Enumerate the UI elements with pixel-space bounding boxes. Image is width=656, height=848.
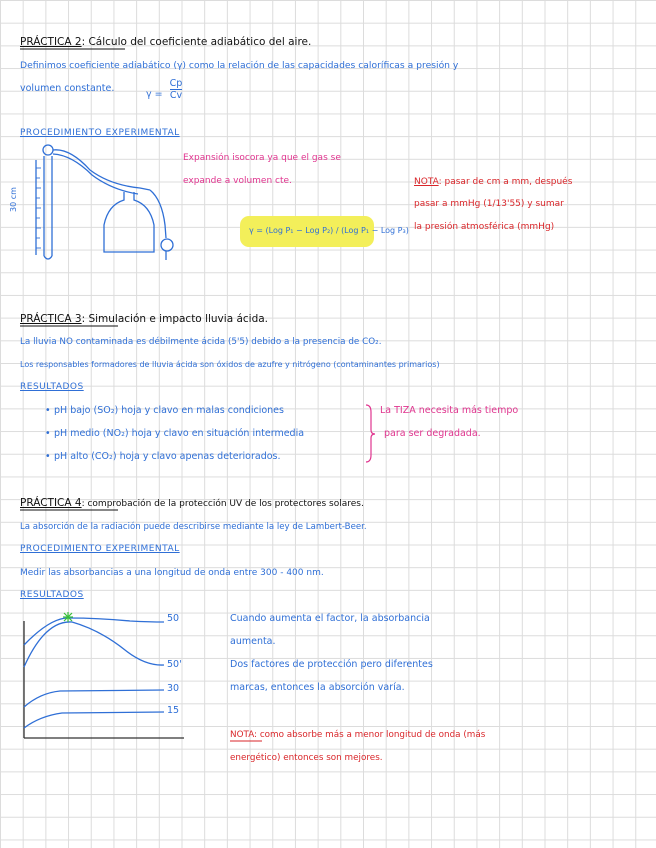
gamma-numerator: Cp xyxy=(169,78,183,89)
practica-3-results-heading: RESULTADOS xyxy=(20,382,84,392)
adiabatic-apparatus-drawing xyxy=(36,145,173,260)
uv-absorbance-chart xyxy=(24,612,184,738)
practica-3-subject: : Simulación e impacto lluvia ácida. xyxy=(81,313,269,325)
practica-4-number: PRÁCTICA 4 xyxy=(20,497,82,509)
curve-label-30: 30 xyxy=(167,683,180,694)
curve-label-15: 15 xyxy=(167,705,180,716)
practica-4-desc-line-2: aumenta. xyxy=(230,636,276,647)
result-bullet-high-ph: • pH alto (CO₂) hoja y clavo apenas deteriorados. xyxy=(54,451,281,463)
nota-p2-text-1: : pasar de cm a mm, después xyxy=(438,177,573,187)
nota-p2-label: NOTA xyxy=(414,177,439,187)
expansion-note-line-2: expande a volumen cte. xyxy=(183,176,292,186)
peak-star-marker xyxy=(63,612,73,622)
practica-4-desc-line-4: marcas, entonces la absorción varía. xyxy=(230,682,405,693)
practica-2-definition-line-1: Definimos coeficiente adiabático (γ) como la relación de las capacidades caloríficas a presión y xyxy=(20,60,459,71)
curve-15 xyxy=(24,712,164,728)
result-bullet-low-ph: • pH bajo (SO₂) hoja y clavo en malas condiciones xyxy=(54,405,284,417)
practica-2-definition-line-2: volumen constante. xyxy=(20,83,115,94)
tiza-note-line-1: La TIZA necesita más tiempo xyxy=(380,405,519,416)
nota-p4-line-1: NOTA: como absorbe más a menor longitud de onda (más xyxy=(230,730,486,740)
practica-3-line-2: Los responsables formadores de lluvia ácida son óxidos de azufre y nitrógeno (contaminantes primarios) xyxy=(20,360,440,369)
curve-50 xyxy=(24,618,164,645)
curve-30 xyxy=(24,690,164,707)
gamma-log-formula: γ = (Log P₁ − Log P₂) / (Log P₁ − Log P₃) xyxy=(249,226,409,235)
practica-4-line-2: Medir las absorbancias a una longitud de onda entre 300 - 400 nm. xyxy=(20,568,324,578)
practica-4-desc-line-3: Dos factores de protección pero diferentes xyxy=(230,659,433,670)
curve-50-prime xyxy=(24,622,164,667)
curve-label-50: 50 xyxy=(167,613,180,624)
practica-4-results-heading: RESULTADOS xyxy=(20,590,84,600)
practica-3-line-1: La lluvia NO contaminada es débilmente ácida (5'5) debido a la presencia de CO₂. xyxy=(20,337,382,347)
practica-4-subject: : comprobación de la protección UV de los protectores solares. xyxy=(81,499,364,509)
result-bullet-medium-ph: • pH medio (NO₂) hoja y clavo en situación intermedia xyxy=(54,428,304,440)
practica-4-line-1: La absorción de la radiación puede describirse mediante la ley de Lambert-Beer. xyxy=(20,522,367,532)
gamma-lhs: γ = xyxy=(146,89,163,100)
curve-label-50-prime: 50' xyxy=(167,659,182,670)
nota-p2-line-2: pasar a mmHg (1/13'55) y sumar xyxy=(414,199,564,209)
practica-4-procedure-heading: PROCEDIMIENTO EXPERIMENTAL xyxy=(20,544,180,554)
expansion-note-line-1: Expansión isocora ya que el gas se xyxy=(183,153,341,163)
practica-2-subject: : Cálculo del coeficiente adiabático del aire. xyxy=(81,36,312,48)
results-bracket xyxy=(366,405,375,462)
gamma-denominator: Cv xyxy=(169,90,183,101)
practica-4-desc-line-1: Cuando aumenta el factor, la absorbancia xyxy=(230,613,430,624)
tiza-note-line-2: para ser degradada. xyxy=(384,428,481,439)
practica-2-procedure-heading: PROCEDIMIENTO EXPERIMENTAL xyxy=(20,128,180,138)
nota-p4-line-2: energético) entonces son mejores. xyxy=(230,753,383,763)
nota-p2-line-3: la presión atmosférica (mmHg) xyxy=(414,222,555,232)
practica-3-number: PRÁCTICA 3 xyxy=(20,313,82,325)
scale-label: 30 cm xyxy=(9,187,18,212)
practica-2-number: PRÁCTICA 2 xyxy=(20,36,82,48)
